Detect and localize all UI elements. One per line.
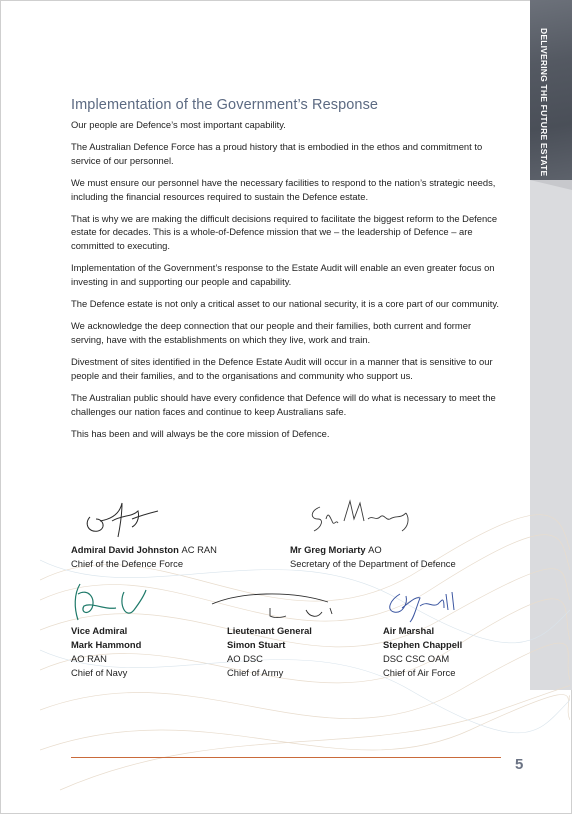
signatory-name: Mark Hammond: [71, 639, 142, 650]
signatory-rank: Vice Admiral: [71, 625, 128, 636]
signature-block-hammond: [71, 624, 141, 680]
signatory-rank: Lieutenant General: [227, 625, 312, 636]
paragraph: We acknowledge the deep connection that our people and their families, both current and former serving, have with the establishments on which they live, work and train.: [71, 320, 472, 345]
signatory-role: Secretary of the Department of Defence: [290, 558, 456, 569]
signatory-name: Admiral David Johnston: [71, 544, 179, 555]
signature-chappell: [380, 588, 460, 624]
paragraph: This has been and will always be the core mission of Defence.: [71, 427, 330, 439]
paragraph: We must ensure our personnel have the necessary facilities to respond to the nation’s strategic needs, including the financial resources required to sustain the Defence estate.: [71, 177, 496, 202]
signatory-postnominals: AO DSC: [227, 653, 263, 664]
signatory-role: Chief of Army: [227, 667, 284, 678]
signature-johnston: [82, 497, 162, 541]
signature-block-chappell: [383, 624, 462, 680]
signature-block-johnston: [71, 543, 217, 571]
signatory-name-line: [71, 543, 217, 557]
signatory-role: Chief of the Defence Force: [71, 558, 184, 569]
signature-hammond: [70, 580, 150, 624]
signatory-postnominals: AC RAN: [181, 544, 217, 555]
signatory-name: Stephen Chappell: [383, 639, 463, 650]
signatory-postnominals: DSC CSC OAM: [383, 653, 450, 664]
signature-block-stuart: [227, 624, 312, 680]
paragraph: Our people are Defence’s most important capability.: [71, 119, 286, 130]
body-text: [71, 118, 501, 449]
signatory-name: Simon Stuart: [227, 639, 286, 650]
paragraph: The Defence estate is not only a critical asset to our national security, it is a core part of our community.: [71, 298, 499, 310]
signatory-role: Chief of Navy: [71, 667, 128, 678]
side-tab-header: [530, 0, 572, 180]
signatory-name-line: [290, 543, 456, 557]
signature-block-moriarty: [290, 543, 456, 571]
signature-moriarty: [306, 497, 421, 537]
side-tab-label: DELIVERING THE FUTURE ESTATE: [539, 28, 549, 177]
signatory-rank: Air Marshal: [383, 625, 435, 636]
page-heading: Implementation of the Government’s Response: [71, 96, 379, 113]
signatory-postnominals: AO: [368, 544, 382, 555]
paragraph: That is why we are making the difficult decisions required to facilitate the biggest reform to the Defence estate for decades. This is a whole-of-Defence mission that we – the leadership of Defence – are committed to executing.: [71, 213, 498, 251]
paragraph: The Australian public should have every confidence that Defence will do what is necessary to meet the challenges our nation faces and continue to keep Australians safe.: [71, 392, 496, 417]
paragraph: The Australian Defence Force has a proud history that is embodied in the ethos and commitment to service of our personnel.: [71, 141, 483, 166]
footer-rule: [71, 757, 501, 758]
paragraph: Implementation of the Government’s response to the Estate Audit will enable an even greater focus on investing in and supporting our people and capability.: [71, 262, 495, 287]
signatory-name: Mr Greg Moriarty: [290, 544, 366, 555]
signature-stuart: [210, 588, 340, 624]
signatory-postnominals: AO RAN: [71, 653, 107, 664]
signatory-role: Chief of Air Force: [383, 667, 456, 678]
paragraph: Divestment of sites identified in the Defence Estate Audit will occur in a manner that is sensitive to our people and their families, and to the organisations and community who support us.: [71, 356, 493, 381]
page-number: 5: [515, 756, 524, 773]
